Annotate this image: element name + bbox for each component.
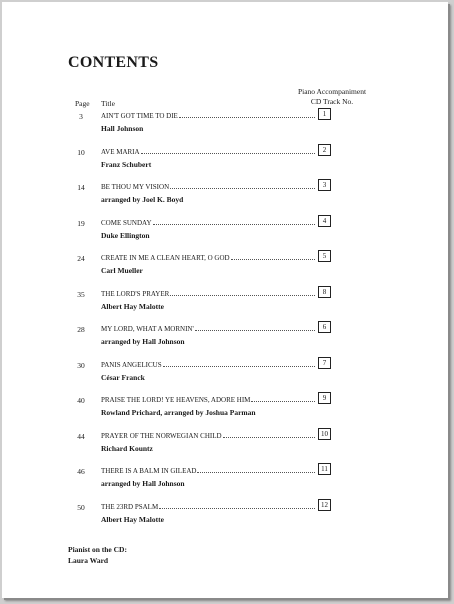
dot-leader (179, 112, 315, 118)
entry-track-number: 2 (318, 144, 331, 156)
contents-entry (2, 325, 448, 359)
pianist-credit (68, 544, 127, 566)
entry-track-number: 11 (318, 463, 331, 475)
entry-song-title (101, 148, 316, 156)
entry-song-title (101, 467, 316, 475)
entry-composer: Albert Hay Malotte (101, 514, 164, 524)
entry-song-title (101, 361, 316, 369)
entry-page-number: 19 (77, 218, 85, 228)
entry-title-text: MY LORD, WHAT A MORNIN' (101, 325, 194, 333)
entry-composer: Rowland Prichard, arranged by Joshua Parman (101, 408, 256, 417)
dot-leader (197, 467, 315, 473)
entry-song-title (101, 432, 316, 440)
contents-entry (2, 358, 448, 395)
entry-song-title (101, 503, 316, 511)
page-title: CONTENTS (68, 54, 159, 71)
entry-title-text: AIN'T GOT TIME TO DIE (101, 112, 178, 120)
entry-page-number: 14 (77, 183, 85, 192)
entry-song-title (101, 325, 316, 333)
dot-leader (251, 396, 315, 402)
entry-title-text: THE 23RD PSALM (101, 502, 159, 511)
dot-leader (223, 432, 315, 438)
dot-leader (231, 254, 315, 260)
entry-page-number: 24 (77, 254, 85, 263)
entry-track-number: 1 (318, 108, 331, 120)
dot-leader (141, 148, 315, 154)
entry-track-number: 8 (318, 286, 331, 298)
dot-leader (159, 503, 315, 509)
entry-composer: César Franck (101, 372, 145, 382)
entry-title-text: PRAYER OF THE NORWEGIAN CHILD (101, 431, 222, 440)
entry-page-number: 35 (77, 289, 85, 299)
entry-song-title (101, 183, 316, 191)
entry-page-number: 10 (77, 147, 85, 157)
pianist-label: Pianist on the CD: (68, 545, 127, 554)
track-header-line1: Piano Accompaniment (297, 87, 367, 96)
entry-track-number: 3 (318, 179, 331, 191)
contents-entry (2, 429, 448, 466)
dot-leader (153, 219, 315, 225)
entry-song-title (101, 396, 316, 404)
contents-entry (2, 467, 448, 501)
entry-title-text: CREATE IN ME A CLEAN HEART, O GOD (101, 254, 230, 262)
entry-title-text: PRAISE THE LORD! YE HEAVENS, ADORE HIM (101, 396, 251, 404)
entry-composer: arranged by Hall Johnson (101, 479, 185, 488)
entry-page-number: 46 (77, 467, 85, 476)
dot-leader (163, 361, 315, 367)
track-column-header (288, 87, 376, 106)
entry-composer: Duke Ellington (101, 230, 150, 240)
contents-entry (2, 183, 448, 217)
entry-title-text: COME SUNDAY (101, 218, 152, 227)
page-column-header: Page (75, 99, 90, 108)
contents-entry (2, 254, 448, 288)
contents-entry (2, 287, 448, 324)
contents-page (2, 2, 448, 598)
entry-track-number: 12 (318, 499, 331, 511)
entry-page-number: 28 (77, 325, 85, 334)
entry-composer: Hall Johnson (101, 124, 144, 133)
entry-composer: Carl Mueller (101, 266, 143, 275)
entry-track-number: 4 (318, 215, 331, 227)
entry-composer: arranged by Joel K. Boyd (101, 195, 184, 204)
entry-title-text: AVE MARIA (101, 147, 140, 156)
entry-song-title (101, 112, 316, 120)
entry-title-text: BE THOU MY VISION (101, 183, 170, 191)
entry-title-text: THERE IS A BALM IN GILEAD (101, 467, 197, 475)
contents-entry (2, 500, 448, 537)
dot-leader (170, 183, 315, 189)
entry-composer: arranged by Hall Johnson (101, 337, 185, 346)
entry-track-number: 7 (318, 357, 331, 369)
entry-title-text: PANIS ANGELICUS (101, 360, 162, 369)
entry-track-number: 5 (318, 250, 331, 262)
contents-entry (2, 216, 448, 253)
entry-title-text: THE LORD'S PRAYER (101, 289, 170, 298)
dot-leader (170, 290, 315, 296)
contents-entry (2, 145, 448, 182)
entry-track-number: 10 (318, 428, 331, 440)
entry-composer: Richard Kountz (101, 443, 153, 453)
entry-page-number: 44 (77, 431, 85, 441)
pianist-name: Laura Ward (68, 556, 109, 565)
dot-leader (195, 325, 315, 331)
entry-song-title (101, 219, 316, 227)
contents-entry (2, 396, 448, 430)
title-column-header: Title (101, 99, 115, 108)
entry-page-number: 30 (77, 360, 85, 370)
entry-page-number: 3 (79, 112, 83, 121)
entry-composer: Albert Hay Malotte (101, 301, 164, 311)
track-header-line2: CD Track No. (310, 96, 354, 106)
entry-track-number: 6 (318, 321, 331, 333)
entry-song-title (101, 254, 316, 262)
contents-entry (2, 112, 448, 146)
entry-page-number: 50 (77, 502, 85, 512)
entry-composer: Franz Schubert (101, 159, 152, 169)
entry-page-number: 40 (77, 396, 85, 405)
entry-song-title (101, 290, 316, 298)
entry-track-number: 9 (318, 392, 331, 404)
